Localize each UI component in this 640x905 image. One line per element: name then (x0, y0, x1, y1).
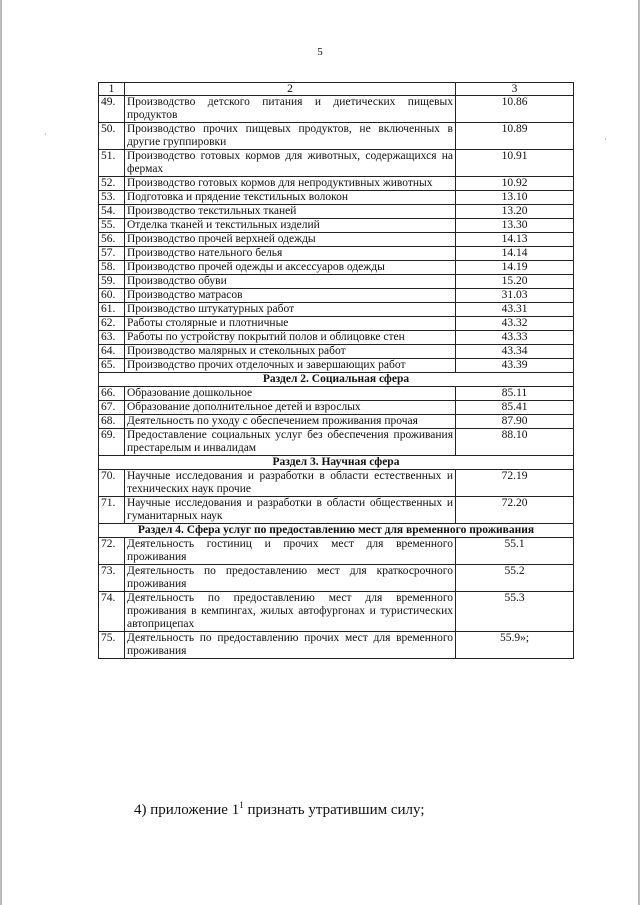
row-number: 66. (99, 387, 125, 401)
table-row (99, 275, 574, 289)
okved-code: 13.10 (456, 191, 574, 205)
row-number: 49. (99, 96, 125, 123)
okved-code: 43.33 (456, 331, 574, 345)
activity-description: Подготовка и прядение текстильных волокон (125, 191, 456, 205)
activity-description: Производство готовых кормов для непродуктивных животных (125, 177, 456, 191)
row-number: 57. (99, 247, 125, 261)
table-row (99, 415, 574, 429)
activity-description: Производство прочей одежды и аксессуаров одежды (125, 261, 456, 275)
row-number: 68. (99, 415, 125, 429)
row-number: 71. (99, 497, 125, 524)
footer-text-after: признать утратившим силу; (243, 802, 425, 818)
row-number: 50. (99, 123, 125, 150)
activity-description: Производство готовых кормов для животных, содержащихся на фермах (125, 150, 456, 177)
scan-speck: · (44, 130, 47, 139)
row-number: 59. (99, 275, 125, 289)
activity-description: Научные исследования и разработки в области общественных и гуманитарных наук (125, 497, 456, 524)
section-title: Раздел 3. Научная сфера (99, 456, 574, 470)
table-row (99, 233, 574, 247)
okved-code: 72.20 (456, 497, 574, 524)
row-number: 63. (99, 331, 125, 345)
activity-table (98, 82, 574, 659)
okved-code: 10.92 (456, 177, 574, 191)
row-number: 74. (99, 592, 125, 632)
okved-code: 87.90 (456, 415, 574, 429)
section-header-row (99, 373, 574, 387)
activity-description: Деятельность по предоставлению мест для временного проживания в кемпингах, жилых автофургонах и туристических автоприцепах (125, 592, 456, 632)
table-row (99, 331, 574, 345)
footer-superscript: 1 (239, 800, 244, 810)
row-number: 54. (99, 205, 125, 219)
table-row (99, 219, 574, 233)
row-number: 64. (99, 345, 125, 359)
okved-code: 43.31 (456, 303, 574, 317)
activity-description: Производство матрасов (125, 289, 456, 303)
activity-description: Производство прочих пищевых продуктов, не включенных в другие группировки (125, 123, 456, 150)
activity-description: Производство прочей верхней одежды (125, 233, 456, 247)
okved-code: 10.89 (456, 123, 574, 150)
row-number: 69. (99, 429, 125, 456)
okved-code: 85.41 (456, 401, 574, 415)
table-row (99, 123, 574, 150)
section-title: Раздел 4. Сфера услуг по предоставлению мест для временного проживания (99, 524, 574, 538)
row-number: 55. (99, 219, 125, 233)
table-row (99, 205, 574, 219)
activity-description: Образование дополнительное детей и взрослых (125, 401, 456, 415)
activity-description: Отделка тканей и текстильных изделий (125, 219, 456, 233)
activity-description: Деятельность по предоставлению мест для краткосрочного проживания (125, 565, 456, 592)
table-row (99, 497, 574, 524)
table-row (99, 345, 574, 359)
activity-description: Научные исследования и разработки в области естественных и технических наук прочие (125, 470, 456, 497)
row-number: 58. (99, 261, 125, 275)
okved-code: 31.03 (456, 289, 574, 303)
table-row (99, 247, 574, 261)
table-row (99, 289, 574, 303)
activity-description: Деятельность по предоставлению прочих мест для временного проживания (125, 632, 456, 659)
table-row (99, 317, 574, 331)
okved-code: 72.19 (456, 470, 574, 497)
activity-description: Образование дошкольное (125, 387, 456, 401)
table-row (99, 401, 574, 415)
table-row (99, 592, 574, 632)
header-cell: 3 (456, 83, 574, 96)
activity-description: Работы столярные и плотничные (125, 317, 456, 331)
activity-description: Работы по устройству покрытий полов и облицовке стен (125, 331, 456, 345)
row-number: 52. (99, 177, 125, 191)
row-number: 61. (99, 303, 125, 317)
activity-description: Деятельность по уходу с обеспечением проживания прочая (125, 415, 456, 429)
row-number: 53. (99, 191, 125, 205)
okved-code: 13.20 (456, 205, 574, 219)
table-row (99, 303, 574, 317)
table-row (99, 261, 574, 275)
activity-description: Предоставление социальных услуг без обеспечения проживания престарелым и инвалидам (125, 429, 456, 456)
okved-code: 43.39 (456, 359, 574, 373)
scan-edge-left (0, 0, 2, 905)
activity-description: Производство обуви (125, 275, 456, 289)
section-header-row (99, 524, 574, 538)
row-number: 62. (99, 317, 125, 331)
activity-description: Деятельность гостиниц и прочих мест для временного проживания (125, 538, 456, 565)
row-number: 56. (99, 233, 125, 247)
okved-code: 55.2 (456, 565, 574, 592)
okved-code: 88.10 (456, 429, 574, 456)
row-number: 75. (99, 632, 125, 659)
header-cell: 2 (125, 83, 456, 96)
table-row (99, 96, 574, 123)
activity-description: Производство малярных и стекольных работ (125, 345, 456, 359)
footer-paragraph (134, 800, 425, 819)
okved-code: 14.19 (456, 261, 574, 275)
table-row (99, 150, 574, 177)
row-number: 73. (99, 565, 125, 592)
okved-code: 10.91 (456, 150, 574, 177)
scan-speck: · (604, 135, 607, 144)
okved-code: 10.86 (456, 96, 574, 123)
okved-code: 14.14 (456, 247, 574, 261)
table-row (99, 565, 574, 592)
row-number: 72. (99, 538, 125, 565)
footer-text-before: 4) приложение 1 (134, 802, 240, 818)
okved-code: 15.20 (456, 275, 574, 289)
section-title: Раздел 2. Социальная сфера (99, 373, 574, 387)
header-cell: 1 (99, 83, 125, 96)
row-number: 70. (99, 470, 125, 497)
activity-description: Производство штукатурных работ (125, 303, 456, 317)
okved-code: 55.1 (456, 538, 574, 565)
table-header-row (99, 83, 574, 96)
okved-code: 85.11 (456, 387, 574, 401)
table-row (99, 191, 574, 205)
activity-description: Производство детского питания и диетических пищевых продуктов (125, 96, 456, 123)
activity-description: Производство нательного белья (125, 247, 456, 261)
okved-code: 13.30 (456, 219, 574, 233)
table-row (99, 470, 574, 497)
okved-code: 14.13 (456, 233, 574, 247)
okved-code: 55.3 (456, 592, 574, 632)
table-row (99, 177, 574, 191)
row-number: 60. (99, 289, 125, 303)
page-number: 5 (317, 46, 323, 58)
activity-description: Производство текстильных тканей (125, 205, 456, 219)
okved-code: 43.32 (456, 317, 574, 331)
section-header-row (99, 456, 574, 470)
activity-description: Производство прочих отделочных и завершающих работ (125, 359, 456, 373)
row-number: 51. (99, 150, 125, 177)
table-row (99, 429, 574, 456)
table-row (99, 387, 574, 401)
okved-code: 55.9»; (456, 632, 574, 659)
okved-code: 43.34 (456, 345, 574, 359)
table-row (99, 359, 574, 373)
row-number: 65. (99, 359, 125, 373)
table-row (99, 538, 574, 565)
row-number: 67. (99, 401, 125, 415)
table-row (99, 632, 574, 659)
